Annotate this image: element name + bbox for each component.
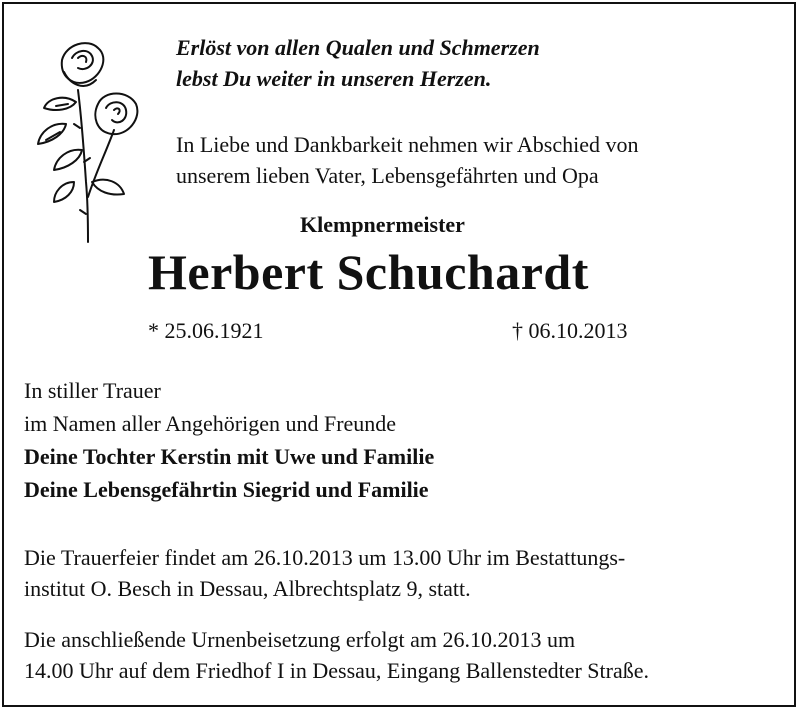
urn-burial-notice [24, 624, 649, 686]
family-name: Deine Tochter Kerstin mit Uwe und Familie [24, 444, 435, 469]
farewell-line: In Liebe und Dankbarkeit nehmen wir Abschied von [176, 132, 639, 157]
on-behalf-line: im Namen aller Angehörigen und Freunde [24, 411, 397, 436]
burial-line: Die anschließende Urnenbeisetzung erfolgt am 26.10.2013 um [24, 627, 576, 652]
mourning-intro: In stiller Trauer [24, 378, 161, 403]
family-name: Deine Lebensgefährtin Siegrid und Familie [24, 477, 429, 502]
verse-line: Erlöst von allen Qualen und Schmerzen [176, 35, 540, 60]
deceased-name: Herbert Schuchardt [148, 244, 589, 300]
service-line: Die Trauerfeier findet am 26.10.2013 um 13.00 Uhr im Bestattungs- [24, 545, 626, 570]
death-date: † 06.10.2013 [512, 318, 628, 343]
birth-date: * 25.06.1921 [148, 318, 264, 343]
verse [176, 32, 540, 94]
profession: Klempnermeister [300, 212, 465, 237]
obituary-frame [2, 2, 796, 707]
mourners-block [24, 374, 434, 506]
rose-icon [26, 32, 154, 244]
farewell-text [176, 129, 638, 191]
burial-line: 14.00 Uhr auf dem Friedhof I in Dessau, Eingang Ballenstedter Straße. [24, 658, 650, 683]
service-line: institut O. Besch in Dessau, Albrechtsplatz 9, statt. [24, 576, 471, 601]
verse-line: lebst Du weiter in unseren Herzen. [176, 66, 492, 91]
funeral-service-notice [24, 542, 625, 604]
farewell-line: unserem lieben Vater, Lebensgefährten und Opa [176, 163, 599, 188]
